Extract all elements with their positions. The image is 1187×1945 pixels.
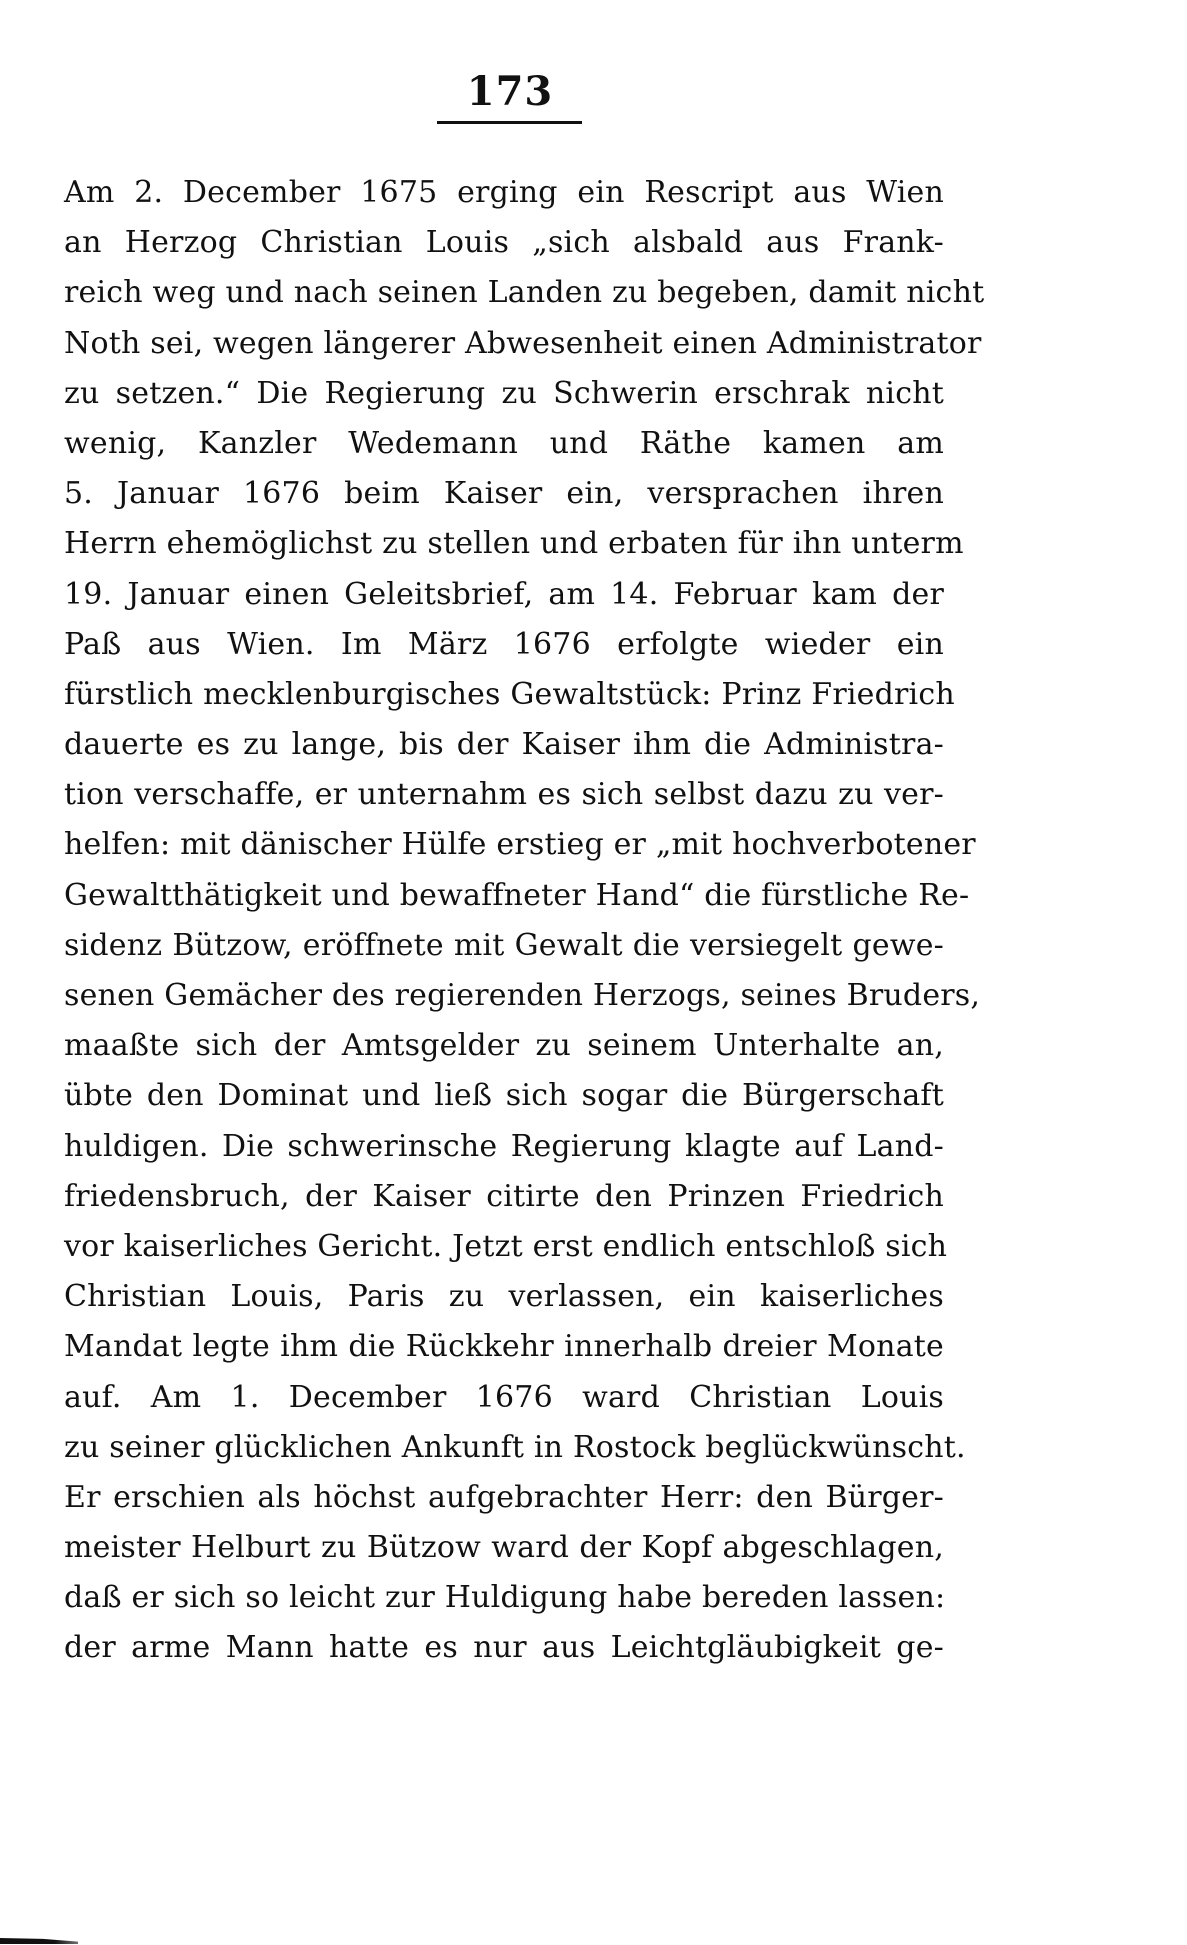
text-line: zu seiner glücklichen Ankunft in Rostock beglückwünscht. bbox=[64, 1429, 966, 1465]
text-line: 19. Januar einen Geleitsbrief, am 14. Februar kam der bbox=[64, 576, 944, 612]
body-text bbox=[64, 168, 985, 1674]
text-line: daß er sich so leicht zur Huldigung habe bereden lassen: bbox=[64, 1580, 946, 1616]
text-line: huldigen. Die schwerinsche Regierung klagte auf Land- bbox=[64, 1128, 944, 1164]
text-line: Am 2. December 1675 erging ein Rescript aus Wien bbox=[64, 175, 944, 210]
text-line: der arme Mann hatte es nur aus Leichtgläubigkeit ge- bbox=[64, 1630, 944, 1666]
header-rule bbox=[437, 121, 582, 124]
text-line: 5. Januar 1676 beim Kaiser ein, versprachen ihren bbox=[64, 476, 944, 512]
scan-edge-mark bbox=[0, 1938, 78, 1944]
text-line: vor kaiserliches Gericht. Jetzt erst endlich entschloß sich bbox=[64, 1228, 948, 1264]
text-line: zu setzen.“ Die Regierung zu Schwerin erschrak nicht bbox=[64, 375, 944, 411]
text-line: Gewaltthätigkeit und bewaffneter Hand“ die fürstliche Re- bbox=[64, 877, 970, 913]
text-line: senen Gemächer des regierenden Herzogs, seines Bruders, bbox=[64, 978, 981, 1013]
text-line: Paß aus Wien. Im März 1676 erfolgte wieder ein bbox=[64, 626, 944, 662]
text-line: Noth sei, wegen längerer Abwesenheit einen Administrator bbox=[64, 325, 982, 361]
text-line: Er erschien als höchst aufgebrachter Herr: den Bürger- bbox=[64, 1479, 944, 1515]
text-line: an Herzog Christian Louis „sich alsbald aus Frank- bbox=[64, 225, 944, 261]
text-line: fürstlich mecklenburgisches Gewaltstück: Prinz Friedrich bbox=[64, 676, 955, 712]
text-line: friedensbruch, der Kaiser citirte den Prinzen Friedrich bbox=[64, 1178, 944, 1214]
text-line: tion verschaffe, er unternahm es sich selbst dazu zu ver- bbox=[64, 777, 944, 813]
text-line: Herrn ehemöglichst zu stellen und erbaten für ihn unterm bbox=[64, 526, 964, 562]
text-line: maaßte sich der Amtsgelder zu seinem Unterhalte an, bbox=[64, 1028, 944, 1064]
text-line: sidenz Bützow, eröffnete mit Gewalt die versiegelt gewe- bbox=[64, 927, 944, 963]
text-line: Christian Louis, Paris zu verlassen, ein kaiserliches bbox=[64, 1279, 944, 1315]
text-line: übte den Dominat und ließ sich sogar die Bürgerschaft bbox=[64, 1078, 944, 1114]
text-line: meister Helburt zu Bützow ward der Kopf abgeschlagen, bbox=[64, 1530, 944, 1566]
text-line: helfen: mit dänischer Hülfe erstieg er „mit hochverbotener bbox=[64, 827, 976, 863]
text-line: dauerte es zu lange, bis der Kaiser ihm die Administra- bbox=[64, 727, 944, 763]
text-line: wenig, Kanzler Wedemann und Räthe kamen am bbox=[64, 425, 944, 461]
text-line: reich weg und nach seinen Landen zu begeben, damit nicht bbox=[64, 275, 985, 311]
page-number: 173 bbox=[466, 68, 554, 115]
text-line: Mandat legte ihm die Rückkehr innerhalb dreier Monate bbox=[64, 1329, 944, 1365]
text-line: auf. Am 1. December 1676 ward Christian Louis bbox=[64, 1379, 944, 1415]
